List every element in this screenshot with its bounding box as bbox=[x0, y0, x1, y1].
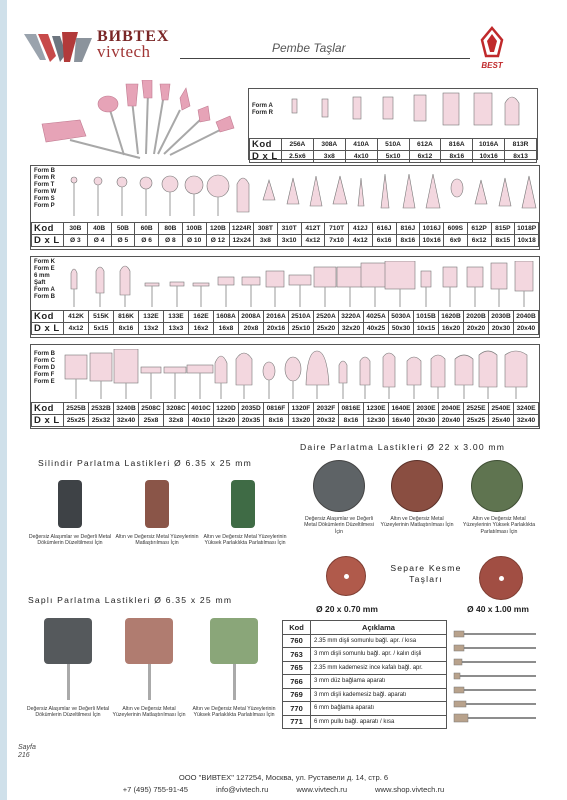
table3-kod-row bbox=[32, 311, 539, 323]
form-label: Form E bbox=[34, 379, 55, 385]
table-cell: 60B bbox=[135, 223, 159, 235]
table-cell: 1640E bbox=[389, 403, 414, 415]
table2-size-row bbox=[32, 235, 539, 247]
table-row bbox=[283, 648, 447, 662]
table-cell: 100B bbox=[182, 223, 206, 235]
left-margin-bar bbox=[0, 0, 7, 800]
mandrel-code: 766 bbox=[283, 675, 311, 689]
table-cell: 13x2 bbox=[139, 323, 164, 335]
form-label: Form B bbox=[34, 294, 55, 300]
table-cell: 412T bbox=[301, 223, 325, 235]
table-cell: 410A bbox=[345, 139, 377, 151]
table-cell: 612A bbox=[409, 139, 441, 151]
footer-website[interactable]: www.vivtech.ru bbox=[296, 785, 348, 794]
table-row bbox=[283, 634, 447, 648]
table-cell: 2525B bbox=[64, 403, 89, 415]
kod-label: Kod bbox=[250, 139, 282, 151]
table-cell: 710T bbox=[325, 223, 349, 235]
table-cell: 8x13 bbox=[505, 151, 537, 163]
mounted-green bbox=[210, 618, 258, 664]
table-cell: 2040B bbox=[514, 311, 539, 323]
table-cell: 1608A bbox=[214, 311, 239, 323]
cylinder-caption: Altın ve Değersiz Metal Yüzeylerinin Matlaştırılması İçin bbox=[115, 534, 199, 547]
table4-kod-row bbox=[32, 403, 539, 415]
form-label: Şaft bbox=[34, 280, 46, 286]
table-cell: 16x2 bbox=[189, 323, 214, 335]
mandrel-code: 765 bbox=[283, 661, 311, 675]
table1-kod-row bbox=[250, 139, 537, 151]
table-cell: 2032F bbox=[314, 403, 339, 415]
table3-size-row bbox=[32, 323, 539, 335]
table-cell: 32x20 bbox=[339, 323, 364, 335]
table-cell: 515K bbox=[89, 311, 114, 323]
mandrel-header-kod: Kod bbox=[283, 621, 311, 635]
table-cell: 816A bbox=[441, 139, 473, 151]
brand-en: vivtech bbox=[97, 42, 151, 61]
mounted-brown bbox=[125, 618, 173, 664]
cutting-section-title: Separe Kesme Taşları bbox=[390, 563, 462, 584]
cutting-disc-large bbox=[479, 556, 523, 600]
table-cell: 50x30 bbox=[389, 323, 414, 335]
table-cell: 1224R bbox=[230, 223, 254, 235]
form-label: Form A bbox=[252, 103, 273, 109]
form-label: Form T bbox=[34, 182, 55, 188]
table-cell: 25x25 bbox=[64, 415, 89, 427]
page-title: Pembe Taşlar bbox=[272, 41, 346, 55]
table-cell: Ø 8 bbox=[159, 235, 183, 247]
mandrel-code: 760 bbox=[283, 634, 311, 648]
table-cell: 2030B bbox=[489, 311, 514, 323]
table-cell: 2525E bbox=[464, 403, 489, 415]
header-divider bbox=[180, 58, 470, 59]
mandrel-desc: 6 mm pullu bağl. aparatı / kısa bbox=[311, 715, 447, 729]
table-cell: 2035D bbox=[239, 403, 264, 415]
table-cell: 25x20 bbox=[314, 323, 339, 335]
table-row bbox=[283, 675, 447, 689]
mounted-grey-shaft bbox=[67, 664, 70, 700]
table-cell: 510A bbox=[377, 139, 409, 151]
table-cell: 40x10 bbox=[189, 415, 214, 427]
form-label: Form C bbox=[34, 358, 55, 364]
table-cell: 2.5x6 bbox=[282, 151, 314, 163]
table-cell: 20x32 bbox=[314, 415, 339, 427]
table-cell: 10x15 bbox=[414, 323, 439, 335]
table2-shapes bbox=[63, 170, 539, 220]
table-cell: 1320F bbox=[289, 403, 314, 415]
table-cell: Ø 3 bbox=[64, 235, 88, 247]
table-cell: 2540E bbox=[489, 403, 514, 415]
cutting-size-large: Ø 40 x 1.00 mm bbox=[467, 604, 529, 614]
form-label: Form R bbox=[252, 110, 273, 116]
table-form-b-c-d-f-e bbox=[30, 344, 540, 429]
table-cell: 20x30 bbox=[414, 415, 439, 427]
disc-green bbox=[471, 460, 523, 512]
table-cell: 10x16 bbox=[420, 235, 444, 247]
dxl-label: D x L bbox=[32, 415, 64, 427]
table1-grid bbox=[249, 138, 537, 163]
table1-size-row bbox=[250, 151, 537, 163]
table-cell: 4010C bbox=[189, 403, 214, 415]
page-number bbox=[18, 744, 36, 760]
table-row bbox=[283, 702, 447, 716]
table-cell: 0816F bbox=[264, 403, 289, 415]
form-label: Form B bbox=[34, 168, 55, 174]
form-label: Form D bbox=[34, 365, 55, 371]
table-cell: 16x8 bbox=[214, 323, 239, 335]
mounted-green-shaft bbox=[233, 664, 236, 700]
table-cell: 13x20 bbox=[289, 415, 314, 427]
table4-forms bbox=[34, 351, 55, 386]
table-cell: 3208C bbox=[164, 403, 189, 415]
form-label: Form P bbox=[34, 203, 55, 209]
table-cell: 1018P bbox=[515, 223, 539, 235]
table-cell: 20x30 bbox=[489, 323, 514, 335]
table-cell: 25x32 bbox=[89, 415, 114, 427]
table-cell: 310T bbox=[277, 223, 301, 235]
table-cell: Ø 6 bbox=[135, 235, 159, 247]
table4-size-row bbox=[32, 415, 539, 427]
table-cell: 3240E bbox=[514, 403, 539, 415]
table-cell: 32x40 bbox=[514, 415, 539, 427]
mounted-caption: Altın ve Değersiz Metal Yüzeylerinin Matlaştırılması İçin bbox=[112, 706, 186, 719]
table-cell: 8x16 bbox=[441, 151, 473, 163]
table-cell: 12x24 bbox=[230, 235, 254, 247]
table-cell: 20x40 bbox=[439, 415, 464, 427]
cutting-disc-small bbox=[326, 556, 366, 596]
table-cell: 813R bbox=[505, 139, 537, 151]
table-cell: 162E bbox=[189, 311, 214, 323]
table3-grid bbox=[31, 310, 539, 335]
table-cell: 12x30 bbox=[364, 415, 389, 427]
table-cell: 816K bbox=[114, 311, 139, 323]
table-cell: 8x16 bbox=[339, 415, 364, 427]
table-cell: 4025A bbox=[364, 311, 389, 323]
cylinder-caption: Altın ve Değersiz Metal Yüzeylerinin Yüksek Parlaklıkta Parlatılması İçin bbox=[203, 534, 287, 547]
disc-caption: Altın ve Değersiz Metal Yüzeylerinin Matlaştırılması İçin bbox=[380, 516, 454, 529]
table-cell: 20x8 bbox=[239, 323, 264, 335]
table-cell: 616J bbox=[372, 223, 396, 235]
table2-grid bbox=[31, 222, 539, 247]
mounted-caption: Değersiz Alaşımlar ve Değerli Metal Dökümlerin Düzeltilmesi İçin bbox=[26, 706, 110, 719]
form-label: Form S bbox=[34, 196, 55, 202]
table-cell: 1015B bbox=[414, 311, 439, 323]
table-cell: 30B bbox=[64, 223, 88, 235]
mandrel-table bbox=[282, 620, 447, 729]
mandrel-code: 771 bbox=[283, 715, 311, 729]
pink-stones-photo bbox=[40, 80, 240, 160]
disc-caption: Altın ve Değersiz Metal Yüzeylerinin Yüksek Parlaklıkta Parlatılması İçin bbox=[462, 516, 536, 535]
kod-label: Kod bbox=[32, 403, 64, 415]
table-cell: 815P bbox=[491, 223, 515, 235]
table-cell: 40B bbox=[87, 223, 111, 235]
table-cell: 32x40 bbox=[114, 415, 139, 427]
form-label: Form F bbox=[34, 372, 55, 378]
form-label: Form W bbox=[34, 189, 57, 195]
table-cell: 3x8 bbox=[313, 151, 345, 163]
mandrel-desc: 3 mm dişli kademesiz bağl. aparatı bbox=[311, 688, 447, 702]
table-cell: Ø 10 bbox=[182, 235, 206, 247]
table-cell: 2508C bbox=[139, 403, 164, 415]
mounted-section-title: Saplı Parlatma Lastikleri Ø 6.35 x 25 mm bbox=[28, 595, 233, 605]
table-cell: 132E bbox=[139, 311, 164, 323]
form-label: Form B bbox=[34, 351, 55, 357]
footer-email[interactable]: info@vivtech.ru bbox=[215, 785, 269, 794]
table-cell: 20x35 bbox=[239, 415, 264, 427]
table-cell: 816J bbox=[396, 223, 420, 235]
mandrel-code: 769 bbox=[283, 688, 311, 702]
table-row bbox=[283, 715, 447, 729]
form-label: Form A bbox=[34, 287, 55, 293]
table-cell: 412K bbox=[64, 311, 89, 323]
disc-brown bbox=[391, 460, 443, 512]
dxl-label: D x L bbox=[32, 235, 64, 247]
table-cell: 5030A bbox=[389, 311, 414, 323]
table-cell: 4x10 bbox=[345, 151, 377, 163]
table-cell: Ø 5 bbox=[111, 235, 135, 247]
table-cell: 4x12 bbox=[301, 235, 325, 247]
table-cell: 120B bbox=[206, 223, 230, 235]
mandrel-code: 770 bbox=[283, 702, 311, 716]
table-cell: 133E bbox=[164, 311, 189, 323]
page-number-value: 216 bbox=[18, 752, 30, 759]
table-cell: 6x12 bbox=[467, 235, 491, 247]
best-logo-text: BEST bbox=[481, 61, 503, 70]
mandrel-table-header bbox=[283, 621, 447, 635]
table-cell: 20x16 bbox=[264, 323, 289, 335]
table-cell: 1620B bbox=[439, 311, 464, 323]
table-cell: 25x8 bbox=[139, 415, 164, 427]
table-cell: 2510A bbox=[289, 311, 314, 323]
table2-kod-row bbox=[32, 223, 539, 235]
form-label: 6 mm bbox=[34, 273, 50, 279]
table-cell: 1220D bbox=[214, 403, 239, 415]
table-form-k-e-a-b bbox=[30, 256, 540, 338]
table-cell: 612P bbox=[467, 223, 491, 235]
brand-name bbox=[97, 29, 169, 59]
table-form-a-r bbox=[248, 88, 538, 160]
table-cell: 3240B bbox=[114, 403, 139, 415]
table-cell: 0816E bbox=[339, 403, 364, 415]
table-cell: 20x20 bbox=[464, 323, 489, 335]
table-cell: 1230E bbox=[364, 403, 389, 415]
table3-shapes bbox=[63, 261, 539, 309]
mounted-brown-shaft bbox=[148, 664, 151, 700]
table-cell: 3x10 bbox=[277, 235, 301, 247]
table-cell: 8x15 bbox=[491, 235, 515, 247]
table-cell: 13x3 bbox=[164, 323, 189, 335]
table-cell: 308T bbox=[254, 223, 278, 235]
table-cell: 2520A bbox=[314, 311, 339, 323]
table-cell: 10x16 bbox=[473, 151, 505, 163]
table-cell: 2030E bbox=[414, 403, 439, 415]
footer-phone: +7 (495) 755-91-45 bbox=[122, 785, 188, 794]
disc-grey bbox=[313, 460, 365, 512]
table-cell: 2008A bbox=[239, 311, 264, 323]
form-label: Form K bbox=[34, 259, 55, 265]
table-cell: 25x40 bbox=[489, 415, 514, 427]
disc-section-title: Daire Parlatma Lastikleri Ø 22 x 3.00 mm bbox=[300, 442, 506, 452]
table-cell: 6x16 bbox=[372, 235, 396, 247]
form-label: Form R bbox=[34, 175, 55, 181]
table-cell: 8x16 bbox=[264, 415, 289, 427]
table3-forms bbox=[34, 259, 55, 301]
page-number-label: Sayfa bbox=[18, 744, 36, 751]
table4-grid bbox=[31, 402, 539, 427]
table-cell: 2016A bbox=[264, 311, 289, 323]
form-label: Form E bbox=[34, 266, 55, 272]
cylinder-grey bbox=[58, 480, 82, 528]
mounted-caption: Altın ve Değersiz Metal Yüzeylerinin Yüksek Parlaklıkta Parlatılması İçin bbox=[192, 706, 276, 719]
table-cell: 2020B bbox=[464, 311, 489, 323]
table-cell: 25x10 bbox=[289, 323, 314, 335]
table-cell: 10x18 bbox=[515, 235, 539, 247]
mandrel-pictures bbox=[452, 624, 540, 728]
table-cell: 6x9 bbox=[444, 235, 468, 247]
table-cell: 8x16 bbox=[114, 323, 139, 335]
vivtech-logo-icon bbox=[22, 28, 94, 68]
cutting-size-small: Ø 20 x 0.70 mm bbox=[316, 604, 378, 614]
cylinder-caption: Değersiz Alaşımlar ve Değerli Metal Dökümlerin Düzeltilmesi İçin bbox=[28, 534, 112, 547]
mandrel-desc: 3 mm düz bağlama aparatı bbox=[311, 675, 447, 689]
table-cell: 2532B bbox=[89, 403, 114, 415]
table4-shapes bbox=[63, 349, 539, 401]
mandrel-header-desc: Açıklama bbox=[311, 621, 447, 635]
best-logo-icon bbox=[474, 26, 510, 72]
table-cell: 50B bbox=[111, 223, 135, 235]
table-row bbox=[283, 688, 447, 702]
disc-caption: Değersiz Alaşımlar ve Değerli Metal Dökümlerin Düzeltilmesi İçin bbox=[304, 516, 374, 535]
kod-label: Kod bbox=[32, 311, 64, 323]
table-cell: 16x20 bbox=[439, 323, 464, 335]
table-cell: 5x15 bbox=[89, 323, 114, 335]
table-cell: 609S bbox=[444, 223, 468, 235]
table-cell: 8x16 bbox=[396, 235, 420, 247]
table-cell: 20x40 bbox=[514, 323, 539, 335]
mandrel-code: 763 bbox=[283, 648, 311, 662]
mounted-grey bbox=[44, 618, 92, 664]
mandrel-desc: 2.35 mm kademesiz ince kafalı bağl. apr. bbox=[311, 661, 447, 675]
table-cell: 32x8 bbox=[164, 415, 189, 427]
table-cell: 4x12 bbox=[64, 323, 89, 335]
cylinder-section-title: Silindir Parlatma Lastikleri Ø 6.35 x 25 mm bbox=[38, 458, 252, 468]
table-cell: Ø 12 bbox=[206, 235, 230, 247]
table-cell: 1016J bbox=[420, 223, 444, 235]
footer-contacts bbox=[0, 785, 567, 794]
table-cell: 7x10 bbox=[325, 235, 349, 247]
brand-ru: ВИВТЕХ bbox=[97, 28, 170, 45]
mandrel-desc: 2.35 mm dişli somunlu bağl. apr. / kısa bbox=[311, 634, 447, 648]
table-cell: 25x25 bbox=[464, 415, 489, 427]
kod-label: Kod bbox=[32, 223, 64, 235]
footer-address: ООО "ВИВТЕХ" 127254, Москва, ул. Руставели д. 14, стр. 6 bbox=[178, 773, 389, 782]
table1-forms bbox=[252, 103, 273, 117]
table-cell: 3x8 bbox=[254, 235, 278, 247]
table-cell: 412J bbox=[349, 223, 373, 235]
table2-forms bbox=[34, 168, 56, 210]
table-cell: 256A bbox=[282, 139, 314, 151]
table-cell: 5x10 bbox=[377, 151, 409, 163]
table-cell: 3220A bbox=[339, 311, 364, 323]
table-cell: 308A bbox=[313, 139, 345, 151]
table-cell: 40x25 bbox=[364, 323, 389, 335]
table-cell: Ø 4 bbox=[87, 235, 111, 247]
mandrel-desc: 3 mm dişli somunlu bağl. apr. / kalın dişli bbox=[311, 648, 447, 662]
dxl-label: D x L bbox=[32, 323, 64, 335]
table-row bbox=[283, 661, 447, 675]
table1-shapes bbox=[281, 91, 537, 137]
dxl-label: D x L bbox=[250, 151, 282, 163]
table-form-b-r-t-w-s-p bbox=[30, 165, 540, 250]
footer-shop-website[interactable]: www.shop.vivtech.ru bbox=[375, 785, 445, 794]
table-cell: 80B bbox=[159, 223, 183, 235]
mandrel-desc: 6 mm bağlama aparatı bbox=[311, 702, 447, 716]
table-cell: 4x12 bbox=[349, 235, 373, 247]
table-cell: 16x40 bbox=[389, 415, 414, 427]
cylinder-brown bbox=[145, 480, 169, 528]
table-cell: 1016A bbox=[473, 139, 505, 151]
table-cell: 2040E bbox=[439, 403, 464, 415]
table-cell: 6x12 bbox=[409, 151, 441, 163]
table-cell: 12x20 bbox=[214, 415, 239, 427]
cylinder-green bbox=[231, 480, 255, 528]
